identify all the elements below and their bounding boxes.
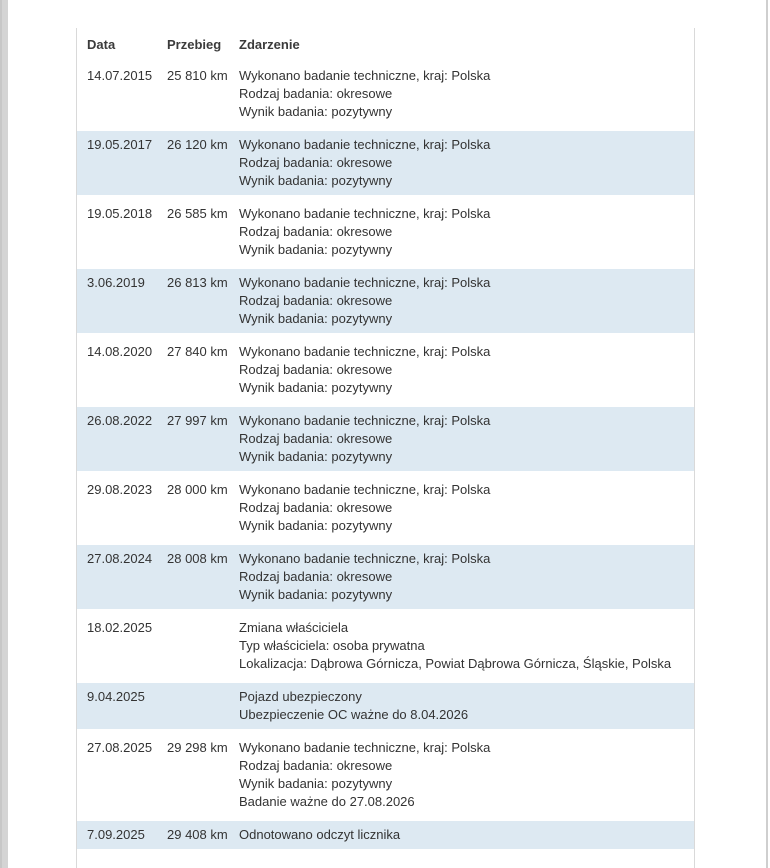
- event-line: Rodzaj badania: okresowe: [239, 569, 393, 584]
- column-header-przebieg: Przebieg: [167, 37, 222, 52]
- row-date: 14.08.2020: [87, 344, 153, 359]
- row-date: 27.08.2024: [87, 551, 153, 566]
- row-date: 9.04.2025: [87, 689, 145, 704]
- event-line: Wynik badania: pozytywny: [239, 242, 393, 257]
- row-event: [229, 550, 694, 604]
- row-mileage: 28 000 km: [167, 482, 228, 497]
- row-event: [229, 688, 694, 724]
- event-line: Lokalizacja: Dąbrowa Górnicza, Powiat Dąbrowa Górnicza, Śląskie, Polska: [239, 656, 672, 671]
- event-line: Rodzaj badania: okresowe: [239, 500, 393, 515]
- event-line: Badanie ważne do 27.08.2026: [239, 794, 415, 809]
- table-row: [77, 338, 694, 402]
- row-date: 26.08.2022: [87, 413, 153, 428]
- event-line: Wynik badania: pozytywny: [239, 587, 393, 602]
- row-date: 19.05.2017: [87, 137, 153, 152]
- table-row: [77, 821, 694, 849]
- event-line: Wykonano badanie techniczne, kraj: Polska: [239, 206, 491, 221]
- row-date: 3.06.2019: [87, 275, 145, 290]
- table-body: [77, 62, 694, 849]
- row-mileage: 26 585 km: [167, 206, 228, 221]
- table-row: [77, 131, 694, 195]
- row-event: [229, 67, 694, 121]
- column-header-zdarzenie: Zdarzenie: [239, 37, 300, 52]
- row-date: 7.09.2025: [87, 827, 145, 842]
- event-line: Rodzaj badania: okresowe: [239, 155, 393, 170]
- table-row: [77, 200, 694, 264]
- event-line: Wykonano badanie techniczne, kraj: Polska: [239, 137, 491, 152]
- event-line: Wynik badania: pozytywny: [239, 311, 393, 326]
- event-line: Wykonano badanie techniczne, kraj: Polska: [239, 482, 491, 497]
- row-mileage: [157, 619, 229, 673]
- table-header-row: [77, 28, 694, 62]
- event-line: Typ właściciela: osoba prywatna: [239, 638, 425, 653]
- event-line: Rodzaj badania: okresowe: [239, 86, 393, 101]
- event-line: Wynik badania: pozytywny: [239, 518, 393, 533]
- event-line: Rodzaj badania: okresowe: [239, 293, 393, 308]
- table-row: [77, 614, 694, 678]
- event-line: Wykonano badanie techniczne, kraj: Polska: [239, 275, 491, 290]
- left-scrollbar-strip: [0, 0, 8, 868]
- row-event: [229, 136, 694, 190]
- event-line: Zmiana właściciela: [239, 620, 349, 635]
- vehicle-history-table: [76, 28, 695, 868]
- column-header-data: Data: [87, 37, 116, 52]
- event-line: Rodzaj badania: okresowe: [239, 362, 393, 377]
- row-date: 19.05.2018: [87, 206, 153, 221]
- row-mileage: 26 120 km: [167, 137, 228, 152]
- event-line: Rodzaj badania: okresowe: [239, 431, 393, 446]
- row-mileage: 27 997 km: [167, 413, 228, 428]
- page-right-border: [766, 0, 768, 868]
- row-mileage: 28 008 km: [167, 551, 228, 566]
- event-line: Wykonano badanie techniczne, kraj: Polska: [239, 740, 491, 755]
- row-mileage: 29 298 km: [167, 740, 228, 755]
- table-row: [77, 407, 694, 471]
- event-line: Rodzaj badania: okresowe: [239, 758, 393, 773]
- table-row: [77, 269, 694, 333]
- row-event: [229, 739, 694, 811]
- event-line: Wynik badania: pozytywny: [239, 173, 393, 188]
- row-event: [229, 826, 694, 844]
- event-line: Wynik badania: pozytywny: [239, 104, 393, 119]
- row-date: 27.08.2025: [87, 740, 153, 755]
- event-line: Wykonano badanie techniczne, kraj: Polska: [239, 344, 491, 359]
- event-line: Wynik badania: pozytywny: [239, 380, 393, 395]
- row-date: 14.07.2015: [87, 68, 153, 83]
- table-row: [77, 683, 694, 729]
- event-line: Wykonano badanie techniczne, kraj: Polska: [239, 551, 491, 566]
- event-line: Wynik badania: pozytywny: [239, 449, 393, 464]
- row-event: [229, 343, 694, 397]
- row-date: 18.02.2025: [87, 620, 153, 635]
- row-event: [229, 619, 694, 673]
- event-line: Wynik badania: pozytywny: [239, 776, 393, 791]
- row-event: [229, 205, 694, 259]
- table-row: [77, 734, 694, 816]
- row-mileage: [157, 688, 229, 724]
- table-row: [77, 476, 694, 540]
- event-line: Rodzaj badania: okresowe: [239, 224, 393, 239]
- event-line: Odnotowano odczyt licznika: [239, 827, 401, 842]
- row-mileage: 27 840 km: [167, 344, 228, 359]
- row-date: 29.08.2023: [87, 482, 153, 497]
- event-line: Wykonano badanie techniczne, kraj: Polska: [239, 413, 491, 428]
- row-mileage: 25 810 km: [167, 68, 228, 83]
- row-mileage: 26 813 km: [167, 275, 228, 290]
- row-event: [229, 412, 694, 466]
- event-line: Pojazd ubezpieczony: [239, 689, 362, 704]
- row-event: [229, 481, 694, 535]
- row-event: [229, 274, 694, 328]
- event-line: Wykonano badanie techniczne, kraj: Polska: [239, 68, 491, 83]
- table-row: [77, 545, 694, 609]
- event-line: Ubezpieczenie OC ważne do 8.04.2026: [239, 707, 469, 722]
- table-row: [77, 62, 694, 126]
- row-mileage: 29 408 km: [167, 827, 228, 842]
